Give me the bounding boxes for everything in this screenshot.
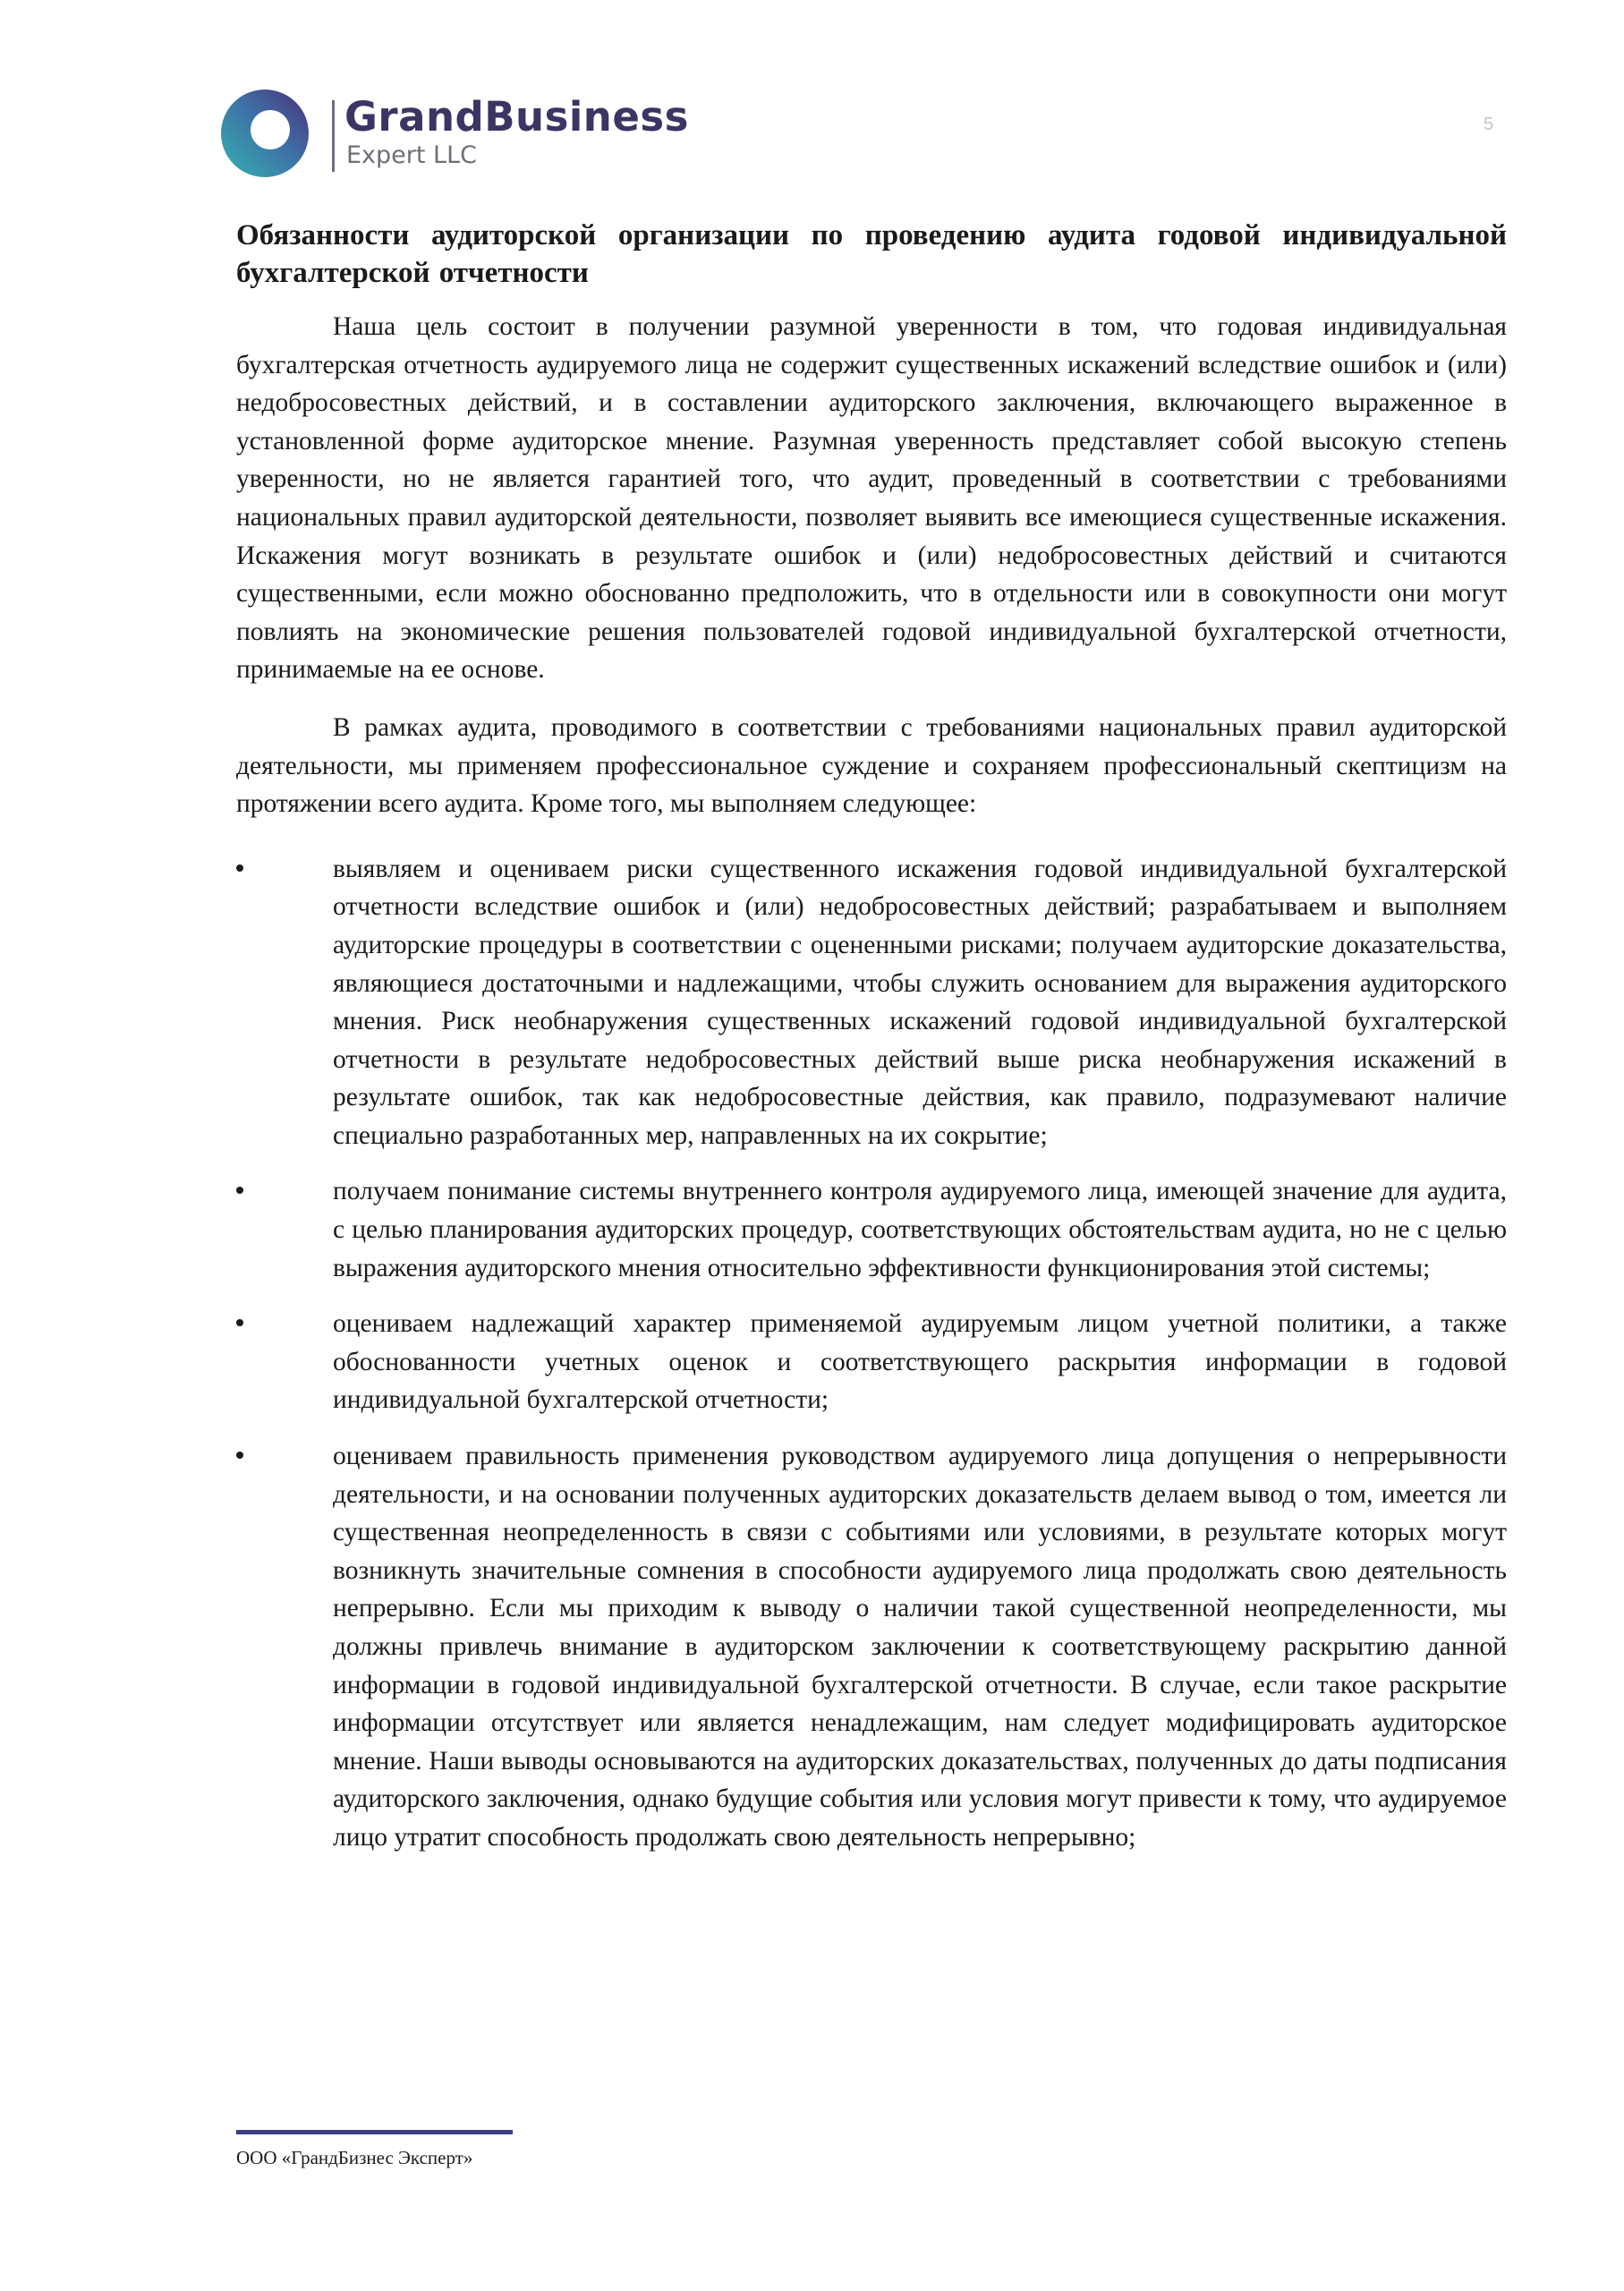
list-item-text: получаем понимание системы внутреннего контроля аудируемого лица, имеющей значение для аудита, с целью планирования аудиторских процедур, соответствующих обстоятельствам аудита, но не с целью выражения аудиторского мнения относительно эффективности функционирования этой системы; <box>333 1177 1507 1282</box>
bullet-icon <box>236 864 243 872</box>
company-logo <box>219 88 689 186</box>
page-number: 5 <box>1484 115 1494 134</box>
section-heading: Обязанности аудиторской организации по проведению аудита годовой индивидуальной бухгалтерской отчетности <box>236 219 1507 289</box>
logo-name: GrandBusiness <box>344 93 689 141</box>
bullet-icon <box>236 1187 243 1194</box>
list-item-text: оцениваем правильность применения руководством аудируемого лица допущения о непрерывности деятельности, и на основании полученных аудиторских доказательств делаем вывод о том, имеется ли существенная неопределенность в связи с событиями или условиями, в результате которых могут возникнуть значительные сомнения в способности аудируемого лица продолжать свою деятельность непрерывно. Если мы приходим к выводу о наличии такой существенной неопределенности, мы должны привлечь внимание в аудиторском заключении к соответствующему раскрытию данной информации в годовой индивидуальной бухгалтерской отчетности. В случае, если такое раскрытие информации отсутствует или является ненадлежащим, нам следует модифицировать аудиторское мнение. Наши выводы основываются на аудиторских доказательствах, полученных до даты подписания аудиторского заключения, однако будущие события или условия могут привести к тому, что аудируемое лицо утратит способность продолжать свою деятельность непрерывно; <box>333 1442 1507 1852</box>
logo-subtitle: Expert LLC <box>346 141 477 169</box>
footer-company-name: ООО «ГрандБизнес Эксперт» <box>236 2147 473 2168</box>
list-item-text: оцениваем надлежащий характер применяемой аудируемым лицом учетной политики, а также обоснованности учетных оценок и соответствующего раскрытия информации в годовой индивидуальной бухгалтерской отчетности; <box>333 1309 1507 1415</box>
bullet-list <box>236 850 1507 1857</box>
list-item <box>236 1305 1507 1419</box>
bullet-icon <box>236 1319 243 1326</box>
paragraph: Наша цель состоит в получении разумной уверенности в том, что годовая индивидуальная бухгалтерская отчетность аудируемого лица не содержит существенных искажений вследствие ошибок и (или) недобросовестных действий, и в составлении аудиторского заключения, включающего выраженное в установленной форме аудиторское мнение. Разумная уверенность представляет собой высокую степень уверенности, но не является гарантией того, что аудит, проведенный в соответствии с требованиями национальных правил аудиторской деятельности, позволяет выявить все имеющиеся существенные искажения. Искажения могут возникать в результате ошибок и (или) недобросовестных действий и считаются существенными, если можно обоснованно предположить, что в отдельности или в совокупности они могут повлиять на экономические решения пользователей годовой индивидуальной бухгалтерской отчетности, принимаемые на ее основе. <box>236 312 1507 685</box>
list-item-text: выявляем и оцениваем риски существенного искажения годовой индивидуальной бухгалтерской отчетности вследствие ошибок и (или) недобросовестных действий; разрабатываем и выполняем аудиторские процедуры в соответствии с оцененными рисками; получаем аудиторские доказательства, являющиеся достаточными и надлежащими, чтобы служить основанием для выражения аудиторского мнения. Риск необнаружения существенных искажений годовой индивидуальной бухгалтерской отчетности в результате недобросовестных действий выше риска необнаружения искажений в результате ошибок, так как недобросовестные действия, как правило, подразумевают наличие специально разработанных мер, направленных на их сокрытие; <box>333 854 1507 1150</box>
logo-ring-icon <box>219 88 310 179</box>
logo-divider <box>332 100 335 172</box>
list-item <box>236 850 1507 1155</box>
document-body <box>236 217 1507 1875</box>
list-item <box>236 1172 1507 1287</box>
paragraph: В рамках аудита, проводимого в соответствии с требованиями национальных правил аудиторской деятельности, мы применяем профессиональное суждение и сохраняем профессиональный скептицизм на протяжении всего аудита. Кроме того, мы выполняем следующее: <box>236 712 1507 819</box>
bullet-icon <box>236 1452 243 1459</box>
list-item <box>236 1437 1507 1857</box>
footer-divider <box>236 2130 513 2134</box>
